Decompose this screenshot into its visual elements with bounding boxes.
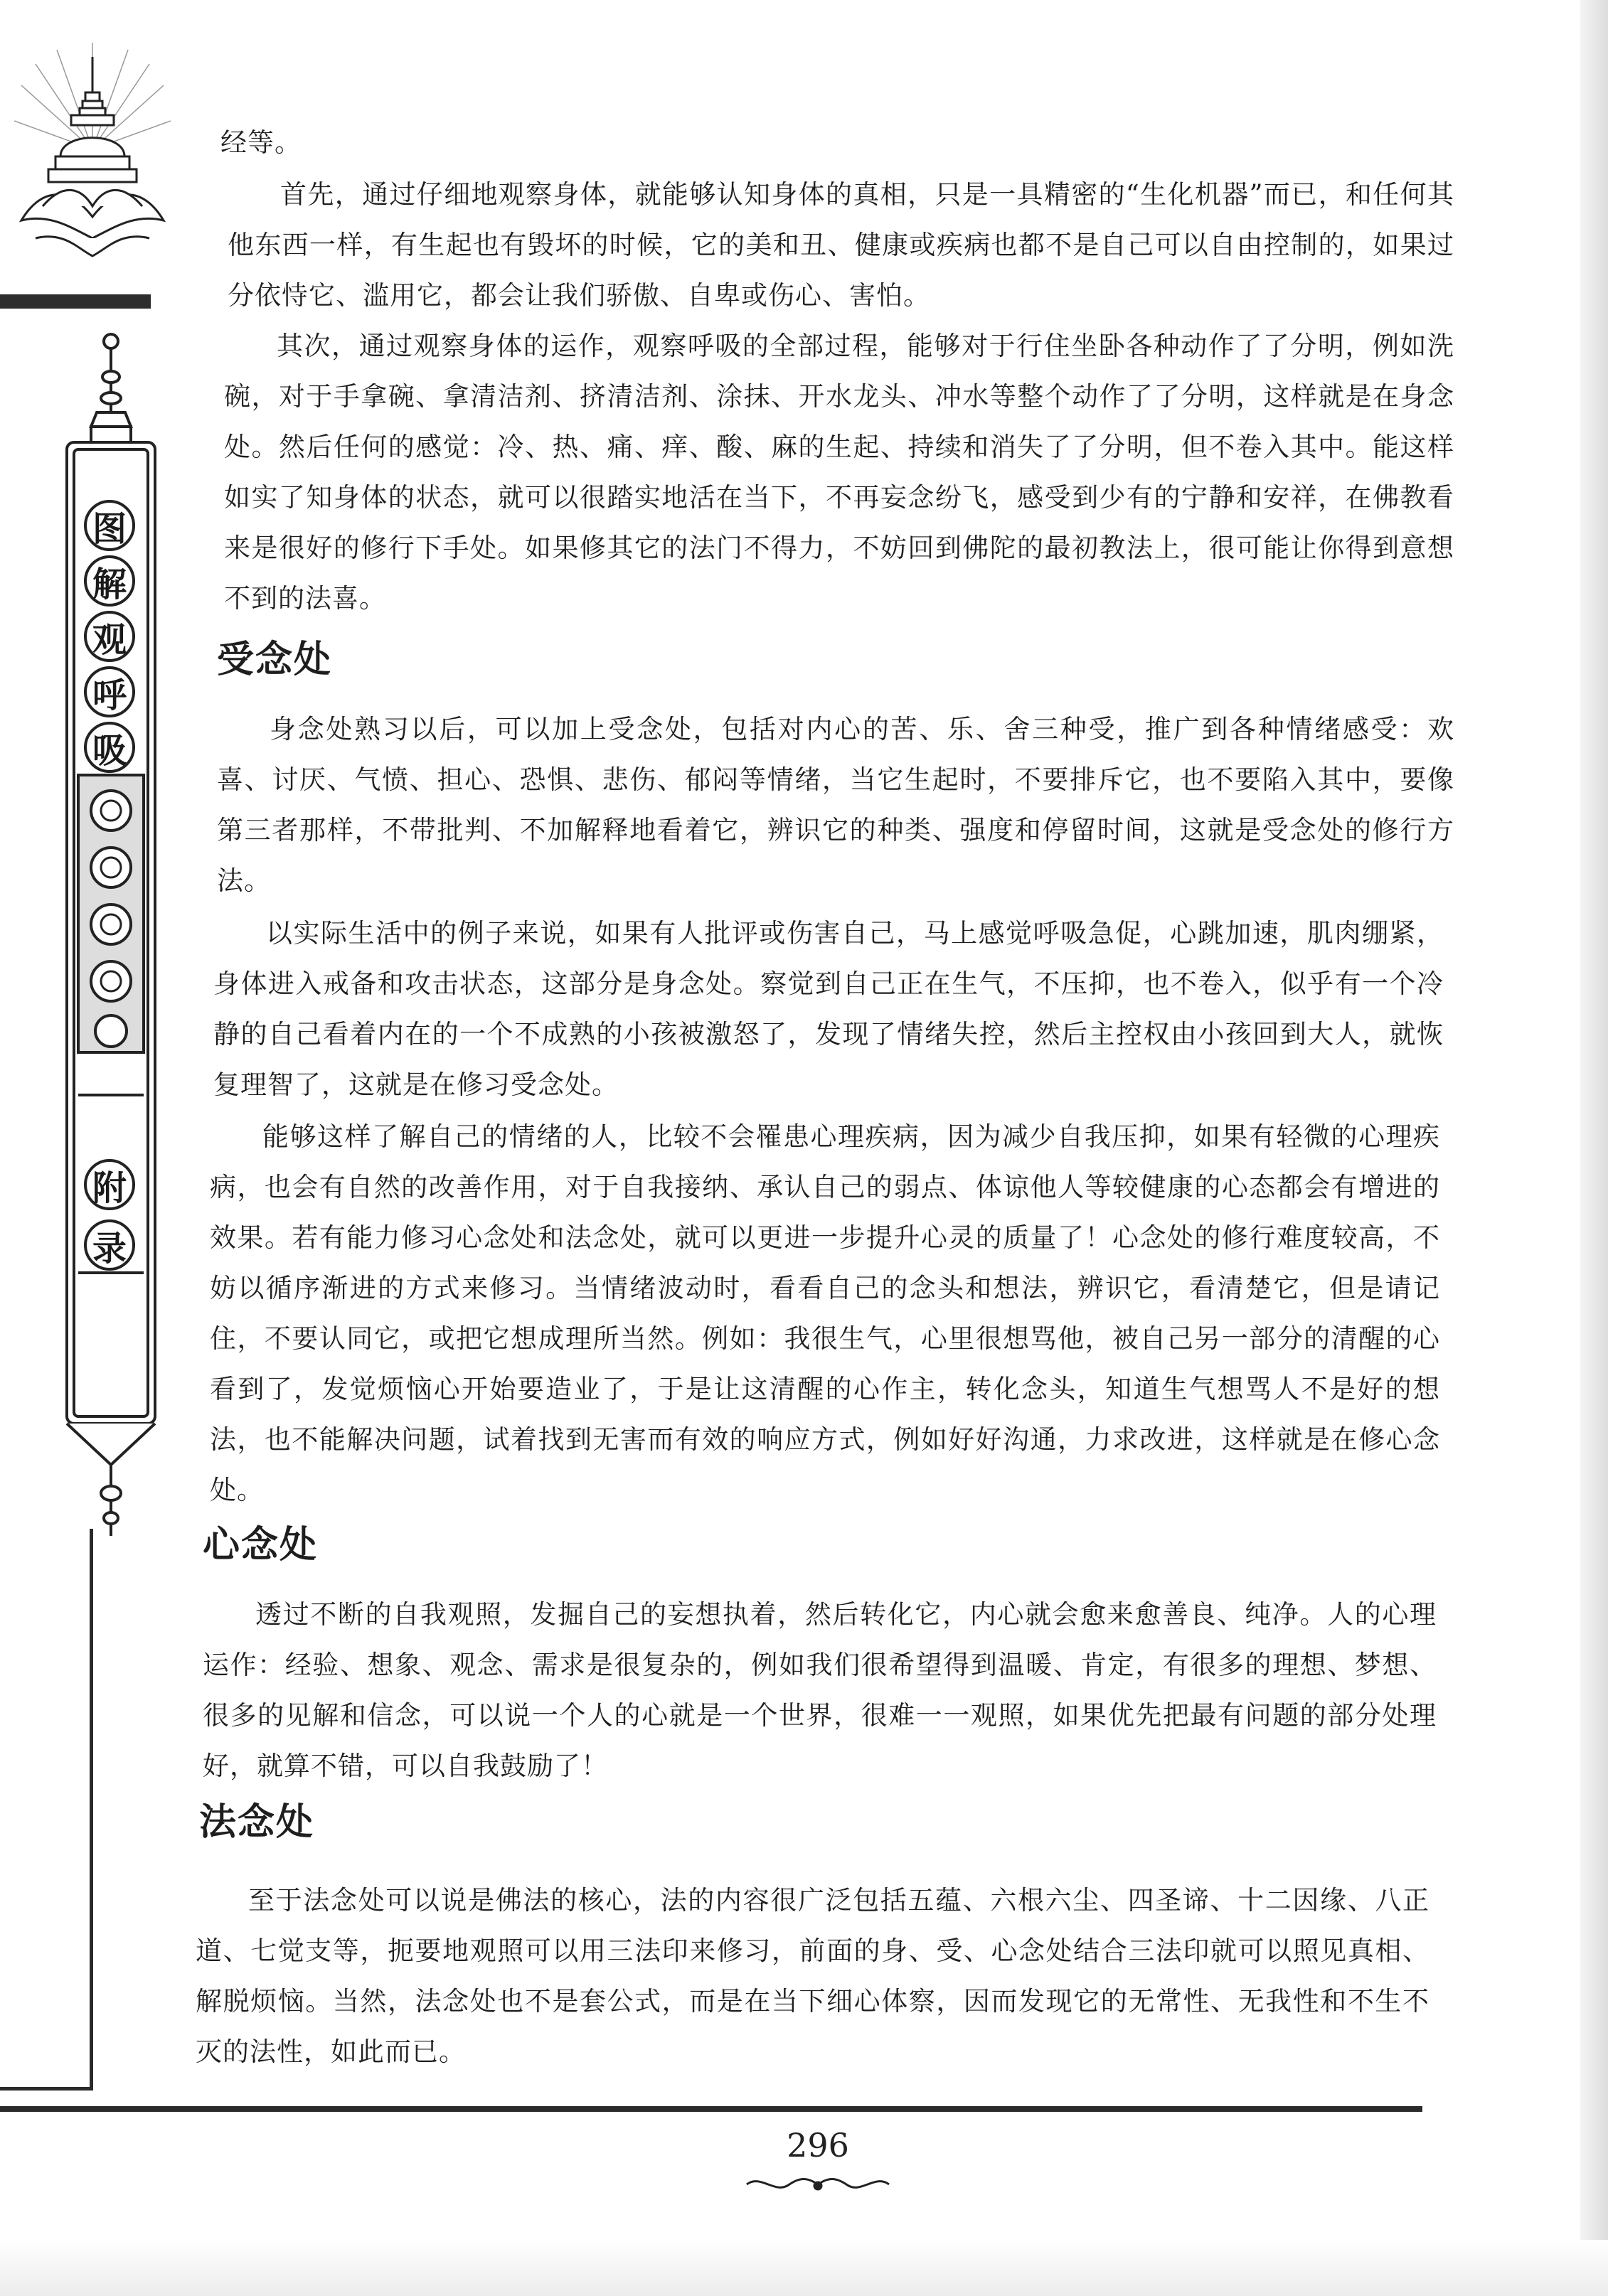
- section-heading: 受念处: [217, 639, 333, 681]
- page-bottom-shadow: [0, 2240, 1608, 2296]
- body-paragraph: 至于法念处可以说是佛法的核心，法的内容很广泛包括五蕴、六根六尘、四圣谛、十二因缘、八正道、七觉支等，扼要地观照可以用三法印来修习，前面的身、受、心念处结合三法印就可以照见真相、解脱烦恼。当然，法念处也不是套公式，而是在当下细心体察，因而发现它的无常性、无我性和不生不灭的法性，如此而已。: [196, 1885, 1429, 2067]
- side-tab-char: 吸: [84, 722, 135, 773]
- side-vertical-rule: [90, 1529, 93, 2091]
- side-tab-char: 呼: [84, 666, 135, 717]
- side-tab-char: 图: [84, 500, 135, 551]
- appendix-tab-char: 录: [84, 1219, 135, 1271]
- page-edge-shadow: [1580, 0, 1608, 2296]
- body-paragraph: 其次，通过观察身体的运作，观察呼吸的全部过程，能够对于行住坐卧各种动作了了分明，例如洗碗，对于手拿碗、拿清洁剂、挤清洁剂、涂抹、开水龙头、冲水等整个动作了了分明，这样就是在身念处。然后任何的感觉：冷、热、痛、痒、酸、麻的生起、持续和消失了了分明，但不卷入其中。能这样如实了知身体的状态，就可以很踏实地活在当下，不再妄念纷飞，感受到少有的宁静和安祥，在佛教看来是很好的修行下手处。如果修其它的法门不得力，不妨回到佛陀的最初教法上，很可能让你得到意想不到的法喜。: [224, 331, 1454, 614]
- side-corner-rule: [0, 2087, 93, 2091]
- page-number: 296: [787, 2126, 849, 2164]
- body-paragraph: 首先，通过仔细地观察身体，就能够认知身体的真相，只是一具精密的“生化机器”而已，和任何其他东西一样，有生起也有毁坏的时候，它的美和丑、健康或疾病也都不是自己可以自由控制的，如果过分依恃它、滥用它，都会让我们骄傲、自卑或伤心、害怕。: [228, 179, 1454, 311]
- side-top-rule: [0, 294, 151, 309]
- section-heading: 心念处: [203, 1524, 319, 1566]
- bottom-rule: [0, 2106, 1422, 2112]
- body-paragraph: 透过不断的自我观照，发掘自己的妄想执着，然后转化它，内心就会愈来愈善良、纯净。人的心理运作：经验、想象、观念、需求是很复杂的，例如我们很希望得到温暖、肯定，有很多的理想、梦想、很多的见解和信念，可以说一个人的心就是一个世界，很难一一观照，如果优先把最有问题的部分处理好，就算不错，可以自我鼓励了！: [203, 1599, 1437, 1781]
- body-paragraph: 经等。: [220, 127, 302, 158]
- side-tab-char: 解: [84, 555, 135, 607]
- side-tab-char: 观: [84, 611, 135, 662]
- flourish-ornament-icon: [740, 2170, 896, 2199]
- stupa-emblem-icon: [14, 43, 171, 277]
- body-paragraph: 能够这样了解自己的情绪的人，比较不会罹患心理疾病，因为减少自我压抑，如果有轻微的心理疾病，也会有自然的改善作用，对于自我接纳、承认自己的弱点、体谅他人等较健康的心态都会有增进的效果。若有能力修习心念处和法念处，就可以更进一步提升心灵的质量了！心念处的修行难度较高，不妨以循序渐进的方式来修习。当情绪波动时，看看自己的念头和想法，辨识它，看清楚它，但是请记住，不要认同它，或把它想成理所当然。例如：我很生气，心里很想骂他，被自己另一部分的清醒的心看到了，发觉烦恼心开始要造业了，于是让这清醒的心作主，转化念头，知道生气想骂人不是好的想法，也不能解决问题，试着找到无害而有效的响应方式，例如好好沟通，力求改进，这样就是在修心念处。: [210, 1121, 1440, 1505]
- section-heading: 法念处: [199, 1801, 315, 1844]
- appendix-tab-char: 附: [84, 1159, 135, 1210]
- body-paragraph: 以实际生活中的例子来说，如果有人批评或伤害自己，马上感觉呼吸急促，心跳加速，肌肉绷紧，身体进入戒备和攻击状态，这部分是身念处。察觉到自己正在生气，不压抑，也不卷入，似乎有一个冷静的自己看着内在的一个不成熟的小孩被激怒了，发现了情绪失控，然后主控权由小孩回到大人，就恢复理智了，这就是在修习受念处。: [213, 918, 1444, 1100]
- body-paragraph: 身念处熟习以后，可以加上受念处，包括对内心的苦、乐、舍三种受，推广到各种情绪感受：欢喜、讨厌、气愤、担心、恐惧、悲伤、郁闷等情绪，当它生起时，不要排斥它，也不要陷入其中，要像第三者那样，不带批判、不加解释地看着它，辨识它的种类、强度和停留时间，这就是受念处的修行方法。: [217, 714, 1454, 896]
